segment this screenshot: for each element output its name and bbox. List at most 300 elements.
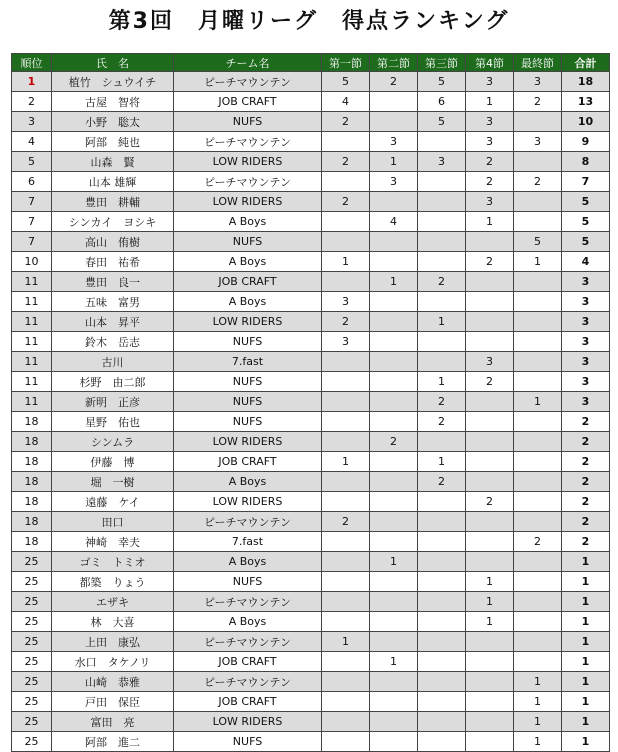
- header-section-4: 第4節: [466, 54, 514, 72]
- rank-cell: 25: [12, 592, 52, 612]
- section-2-cell: 1: [370, 552, 418, 572]
- rank-cell: 2: [12, 92, 52, 112]
- name-cell: 田口: [52, 512, 174, 532]
- team-cell: A Boys: [174, 612, 322, 632]
- table-row: [12, 472, 610, 492]
- section-4-cell: 2: [466, 492, 514, 512]
- section-final-cell: 1: [514, 732, 562, 752]
- section-final-cell: [514, 612, 562, 632]
- name-cell: 五味 富男: [52, 292, 174, 312]
- team-cell: NUFS: [174, 732, 322, 752]
- rank-cell: 11: [12, 292, 52, 312]
- section-4-cell: [466, 392, 514, 412]
- table-row: [12, 212, 610, 232]
- section-final-cell: [514, 352, 562, 372]
- section-2-cell: 2: [370, 72, 418, 92]
- team-cell: ピーチマウンテン: [174, 672, 322, 692]
- header-rank: 順位: [12, 54, 52, 72]
- section-3-cell: [418, 212, 466, 232]
- section-1-cell: [322, 472, 370, 492]
- total-cell: 1: [562, 612, 610, 632]
- name-cell: 小野 聡太: [52, 112, 174, 132]
- section-1-cell: [322, 732, 370, 752]
- name-cell: 林 大喜: [52, 612, 174, 632]
- section-2-cell: [370, 592, 418, 612]
- table-row: [12, 412, 610, 432]
- section-2-cell: [370, 92, 418, 112]
- section-4-cell: 2: [466, 152, 514, 172]
- section-1-cell: 2: [322, 192, 370, 212]
- total-cell: 2: [562, 492, 610, 512]
- rank-cell: 18: [12, 412, 52, 432]
- ranking-table: [11, 53, 610, 752]
- name-cell: 杉野 由二郎: [52, 372, 174, 392]
- section-4-cell: [466, 512, 514, 532]
- section-2-cell: 2: [370, 432, 418, 452]
- section-3-cell: [418, 172, 466, 192]
- table-row: [12, 692, 610, 712]
- team-cell: NUFS: [174, 372, 322, 392]
- table-row: [12, 252, 610, 272]
- total-cell: 3: [562, 292, 610, 312]
- section-1-cell: 3: [322, 292, 370, 312]
- section-1-cell: 5: [322, 72, 370, 92]
- section-1-cell: [322, 212, 370, 232]
- section-2-cell: [370, 112, 418, 132]
- section-1-cell: [322, 652, 370, 672]
- team-cell: 7.fast: [174, 532, 322, 552]
- section-2-cell: 3: [370, 132, 418, 152]
- section-3-cell: 2: [418, 392, 466, 412]
- total-cell: 13: [562, 92, 610, 112]
- table-row: [12, 732, 610, 752]
- section-2-cell: [370, 192, 418, 212]
- section-1-cell: 2: [322, 152, 370, 172]
- section-3-cell: [418, 192, 466, 212]
- section-2-cell: [370, 372, 418, 392]
- section-3-cell: [418, 592, 466, 612]
- table-row: [12, 232, 610, 252]
- section-final-cell: 2: [514, 532, 562, 552]
- section-4-cell: [466, 732, 514, 752]
- table-row: [12, 632, 610, 652]
- section-3-cell: 2: [418, 412, 466, 432]
- rank-cell: 11: [12, 272, 52, 292]
- section-3-cell: 2: [418, 472, 466, 492]
- total-cell: 3: [562, 392, 610, 412]
- rank-cell: 7: [12, 232, 52, 252]
- table-row: [12, 452, 610, 472]
- table-row: [12, 312, 610, 332]
- section-1-cell: 2: [322, 512, 370, 532]
- section-4-cell: 3: [466, 192, 514, 212]
- table-row: [12, 172, 610, 192]
- section-4-cell: 1: [466, 92, 514, 112]
- header-team: チーム名: [174, 54, 322, 72]
- rank-cell: 3: [12, 112, 52, 132]
- total-cell: 2: [562, 472, 610, 492]
- name-cell: 伊藤 博: [52, 452, 174, 472]
- section-1-cell: 4: [322, 92, 370, 112]
- team-cell: ピーチマウンテン: [174, 592, 322, 612]
- rank-cell: 11: [12, 372, 52, 392]
- section-3-cell: 3: [418, 152, 466, 172]
- section-1-cell: [322, 492, 370, 512]
- section-2-cell: 4: [370, 212, 418, 232]
- rank-cell: 18: [12, 532, 52, 552]
- table-row: [12, 432, 610, 452]
- section-1-cell: 1: [322, 452, 370, 472]
- name-cell: シンカイ ヨシキ: [52, 212, 174, 232]
- total-cell: 2: [562, 452, 610, 472]
- section-3-cell: [418, 332, 466, 352]
- section-final-cell: 3: [514, 132, 562, 152]
- name-cell: 新明 正彦: [52, 392, 174, 412]
- section-2-cell: [370, 512, 418, 532]
- name-cell: エザキ: [52, 592, 174, 612]
- total-cell: 1: [562, 652, 610, 672]
- table-row: [12, 672, 610, 692]
- name-cell: 星野 佑也: [52, 412, 174, 432]
- section-4-cell: [466, 672, 514, 692]
- section-3-cell: [418, 732, 466, 752]
- rank-cell: 25: [12, 612, 52, 632]
- team-cell: LOW RIDERS: [174, 432, 322, 452]
- section-3-cell: [418, 132, 466, 152]
- total-cell: 5: [562, 192, 610, 212]
- team-cell: NUFS: [174, 412, 322, 432]
- section-2-cell: [370, 452, 418, 472]
- section-2-cell: [370, 392, 418, 412]
- table-row: [12, 352, 610, 372]
- section-4-cell: 3: [466, 72, 514, 92]
- total-cell: 2: [562, 512, 610, 532]
- section-1-cell: [322, 552, 370, 572]
- table-row: [12, 112, 610, 132]
- team-cell: A Boys: [174, 212, 322, 232]
- section-final-cell: 1: [514, 252, 562, 272]
- section-final-cell: [514, 592, 562, 612]
- table-row: [12, 592, 610, 612]
- total-cell: 1: [562, 552, 610, 572]
- section-final-cell: 1: [514, 672, 562, 692]
- rank-cell: 7: [12, 212, 52, 232]
- rank-cell: 25: [12, 632, 52, 652]
- team-cell: ピーチマウンテン: [174, 512, 322, 532]
- table-row: [12, 192, 610, 212]
- section-3-cell: [418, 612, 466, 632]
- section-4-cell: 2: [466, 372, 514, 392]
- section-final-cell: 1: [514, 392, 562, 412]
- section-4-cell: [466, 452, 514, 472]
- section-2-cell: [370, 532, 418, 552]
- section-final-cell: [514, 312, 562, 332]
- rank-cell: 11: [12, 312, 52, 332]
- rank-cell: 18: [12, 472, 52, 492]
- section-3-cell: 1: [418, 312, 466, 332]
- rank-cell: 18: [12, 492, 52, 512]
- name-cell: 阿部 純也: [52, 132, 174, 152]
- team-cell: ピーチマウンテン: [174, 172, 322, 192]
- section-2-cell: [370, 572, 418, 592]
- header-section-3: 第三節: [418, 54, 466, 72]
- total-cell: 2: [562, 412, 610, 432]
- table-row: [12, 152, 610, 172]
- total-cell: 1: [562, 732, 610, 752]
- name-cell: 春田 祐希: [52, 252, 174, 272]
- section-1-cell: [322, 612, 370, 632]
- table-row: [12, 712, 610, 732]
- name-cell: 山本 雄輝: [52, 172, 174, 192]
- rank-cell: 25: [12, 712, 52, 732]
- section-final-cell: [514, 632, 562, 652]
- section-2-cell: [370, 232, 418, 252]
- section-2-cell: [370, 412, 418, 432]
- section-2-cell: [370, 292, 418, 312]
- team-cell: NUFS: [174, 332, 322, 352]
- rank-cell: 5: [12, 152, 52, 172]
- rank-cell: 25: [12, 692, 52, 712]
- section-final-cell: [514, 572, 562, 592]
- section-1-cell: [322, 132, 370, 152]
- section-final-cell: 2: [514, 92, 562, 112]
- section-2-cell: [370, 492, 418, 512]
- section-4-cell: [466, 432, 514, 452]
- name-cell: 山森 賢: [52, 152, 174, 172]
- section-2-cell: [370, 712, 418, 732]
- rank-cell: 25: [12, 552, 52, 572]
- total-cell: 1: [562, 632, 610, 652]
- team-cell: JOB CRAFT: [174, 452, 322, 472]
- total-cell: 3: [562, 272, 610, 292]
- section-4-cell: [466, 312, 514, 332]
- name-cell: 鈴木 岳志: [52, 332, 174, 352]
- section-2-cell: [370, 472, 418, 492]
- name-cell: 植竹 シュウイチ: [52, 72, 174, 92]
- team-cell: NUFS: [174, 232, 322, 252]
- total-cell: 7: [562, 172, 610, 192]
- section-2-cell: [370, 632, 418, 652]
- section-4-cell: 1: [466, 592, 514, 612]
- name-cell: ゴミ トミオ: [52, 552, 174, 572]
- section-3-cell: 6: [418, 92, 466, 112]
- section-3-cell: [418, 252, 466, 272]
- team-cell: NUFS: [174, 392, 322, 412]
- name-cell: 富田 亮: [52, 712, 174, 732]
- section-1-cell: [322, 432, 370, 452]
- section-4-cell: [466, 692, 514, 712]
- team-cell: A Boys: [174, 552, 322, 572]
- name-cell: シンムラ: [52, 432, 174, 452]
- total-cell: 5: [562, 232, 610, 252]
- name-cell: 戸田 保臣: [52, 692, 174, 712]
- total-cell: 1: [562, 712, 610, 732]
- total-cell: 9: [562, 132, 610, 152]
- section-3-cell: [418, 712, 466, 732]
- name-cell: 豊田 良一: [52, 272, 174, 292]
- table-row: [12, 512, 610, 532]
- section-final-cell: [514, 432, 562, 452]
- rank-cell: 25: [12, 672, 52, 692]
- name-cell: 堀 一樹: [52, 472, 174, 492]
- section-1-cell: [322, 532, 370, 552]
- name-cell: 豊田 耕輔: [52, 192, 174, 212]
- total-cell: 4: [562, 252, 610, 272]
- rank-cell: 25: [12, 652, 52, 672]
- team-cell: JOB CRAFT: [174, 272, 322, 292]
- rank-cell: 11: [12, 332, 52, 352]
- ranking-body: [12, 72, 610, 752]
- section-3-cell: [418, 492, 466, 512]
- section-2-cell: [370, 672, 418, 692]
- name-cell: 神崎 幸夫: [52, 532, 174, 552]
- table-row: [12, 272, 610, 292]
- total-cell: 3: [562, 372, 610, 392]
- total-cell: 10: [562, 112, 610, 132]
- section-4-cell: [466, 332, 514, 352]
- section-final-cell: 5: [514, 232, 562, 252]
- team-cell: A Boys: [174, 292, 322, 312]
- total-cell: 18: [562, 72, 610, 92]
- section-final-cell: [514, 552, 562, 572]
- total-cell: 3: [562, 312, 610, 332]
- section-1-cell: 3: [322, 332, 370, 352]
- section-3-cell: [418, 232, 466, 252]
- section-2-cell: [370, 332, 418, 352]
- table-row: [12, 92, 610, 112]
- total-cell: 1: [562, 572, 610, 592]
- team-cell: LOW RIDERS: [174, 192, 322, 212]
- section-1-cell: [322, 232, 370, 252]
- header-row: [12, 54, 610, 72]
- section-3-cell: [418, 632, 466, 652]
- section-final-cell: 1: [514, 712, 562, 732]
- total-cell: 1: [562, 592, 610, 612]
- section-final-cell: [514, 112, 562, 132]
- section-4-cell: [466, 652, 514, 672]
- section-3-cell: 5: [418, 112, 466, 132]
- section-1-cell: [322, 412, 370, 432]
- section-final-cell: [514, 472, 562, 492]
- team-cell: A Boys: [174, 252, 322, 272]
- header-total: 合計: [562, 54, 610, 72]
- section-3-cell: [418, 652, 466, 672]
- section-final-cell: [514, 152, 562, 172]
- rank-cell: 4: [12, 132, 52, 152]
- section-final-cell: [514, 492, 562, 512]
- rank-cell: 1: [12, 72, 52, 92]
- team-cell: ピーチマウンテン: [174, 132, 322, 152]
- name-cell: 山本 昇平: [52, 312, 174, 332]
- name-cell: 古川: [52, 352, 174, 372]
- rank-cell: 25: [12, 572, 52, 592]
- header-name: 氏 名: [52, 54, 174, 72]
- team-cell: LOW RIDERS: [174, 712, 322, 732]
- section-2-cell: [370, 732, 418, 752]
- section-3-cell: [418, 672, 466, 692]
- section-2-cell: [370, 352, 418, 372]
- rank-cell: 10: [12, 252, 52, 272]
- rank-cell: 7: [12, 192, 52, 212]
- section-1-cell: [322, 352, 370, 372]
- header-section-final: 最終節: [514, 54, 562, 72]
- section-3-cell: 1: [418, 452, 466, 472]
- name-cell: 高山 侑樹: [52, 232, 174, 252]
- total-cell: 5: [562, 212, 610, 232]
- section-2-cell: 1: [370, 152, 418, 172]
- section-2-cell: [370, 252, 418, 272]
- section-2-cell: 3: [370, 172, 418, 192]
- name-cell: 阿部 進二: [52, 732, 174, 752]
- table-row: [12, 132, 610, 152]
- header-section-1: 第一節: [322, 54, 370, 72]
- section-4-cell: [466, 632, 514, 652]
- team-cell: LOW RIDERS: [174, 492, 322, 512]
- page-title: 第3回 月曜リーグ 得点ランキング: [108, 9, 510, 34]
- section-3-cell: [418, 292, 466, 312]
- section-3-cell: 5: [418, 72, 466, 92]
- section-1-cell: [322, 172, 370, 192]
- table-row: [12, 492, 610, 512]
- section-final-cell: [514, 652, 562, 672]
- section-3-cell: [418, 572, 466, 592]
- name-cell: 都築 りょう: [52, 572, 174, 592]
- table-row: [12, 372, 610, 392]
- table-row: [12, 572, 610, 592]
- team-cell: JOB CRAFT: [174, 692, 322, 712]
- section-3-cell: [418, 432, 466, 452]
- section-1-cell: [322, 692, 370, 712]
- section-1-cell: [322, 592, 370, 612]
- rank-cell: 25: [12, 732, 52, 752]
- rank-cell: 11: [12, 392, 52, 412]
- section-final-cell: [514, 512, 562, 532]
- section-1-cell: [322, 392, 370, 412]
- section-2-cell: 1: [370, 652, 418, 672]
- section-4-cell: [466, 712, 514, 732]
- team-cell: JOB CRAFT: [174, 652, 322, 672]
- section-final-cell: [514, 332, 562, 352]
- total-cell: 3: [562, 352, 610, 372]
- table-row: [12, 392, 610, 412]
- table-row: [12, 612, 610, 632]
- name-cell: 遠藤 ケイ: [52, 492, 174, 512]
- section-1-cell: 2: [322, 312, 370, 332]
- section-final-cell: 1: [514, 692, 562, 712]
- header-section-2: 第二節: [370, 54, 418, 72]
- section-4-cell: 1: [466, 572, 514, 592]
- section-3-cell: [418, 692, 466, 712]
- section-2-cell: [370, 312, 418, 332]
- section-4-cell: 3: [466, 352, 514, 372]
- team-cell: LOW RIDERS: [174, 312, 322, 332]
- section-4-cell: 2: [466, 172, 514, 192]
- section-3-cell: [418, 552, 466, 572]
- section-4-cell: 1: [466, 212, 514, 232]
- team-cell: ピーチマウンテン: [174, 72, 322, 92]
- total-cell: 2: [562, 532, 610, 552]
- section-final-cell: 2: [514, 172, 562, 192]
- section-3-cell: 2: [418, 272, 466, 292]
- section-4-cell: [466, 552, 514, 572]
- section-1-cell: 1: [322, 252, 370, 272]
- section-1-cell: [322, 572, 370, 592]
- team-cell: JOB CRAFT: [174, 92, 322, 112]
- table-row: [12, 532, 610, 552]
- total-cell: 1: [562, 672, 610, 692]
- name-cell: 水口 タケノリ: [52, 652, 174, 672]
- section-4-cell: [466, 472, 514, 492]
